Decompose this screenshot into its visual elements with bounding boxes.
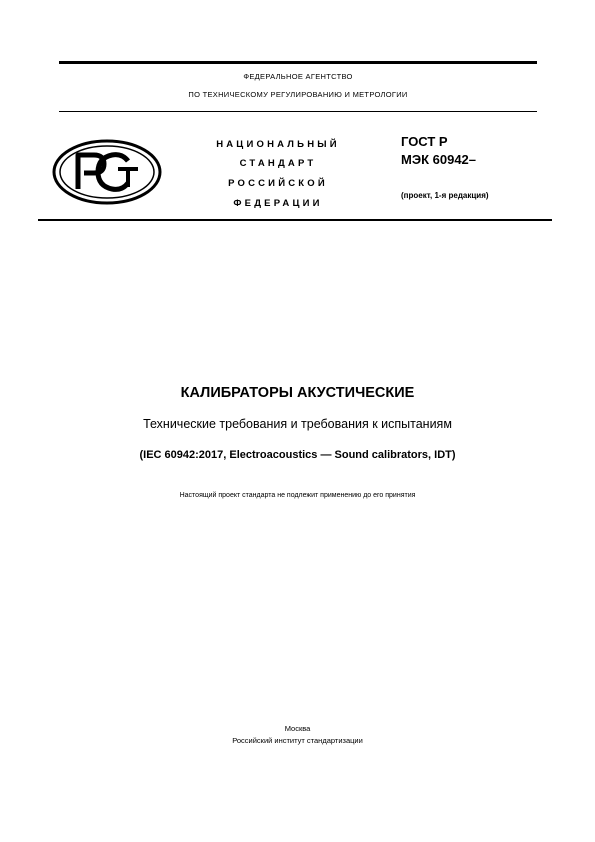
designation-line2: МЭК 60942– <box>401 152 477 167</box>
standard-type-line2: СТАНДАРТ <box>239 158 317 169</box>
document-reference: (IEC 60942:2017, Electroacoustics — Sound calibrators, IDT) <box>139 449 456 461</box>
agency-name-line2: ПО ТЕХНИЧЕСКОМУ РЕГУЛИРОВАНИЮ И МЕТРОЛОГИИ <box>188 90 408 99</box>
designation-line1: ГОСТ Р <box>401 134 448 149</box>
document-title: КАЛИБРАТОРЫ АКУСТИЧЕСКИЕ <box>180 385 415 401</box>
publisher-name: Российский институт стандартизации <box>232 736 363 745</box>
draft-disclaimer: Настоящий проект стандарта не подлежит применению до его принятия <box>179 492 416 499</box>
header-divider <box>59 111 537 112</box>
header-bottom-divider <box>38 219 552 221</box>
top-divider <box>59 61 537 64</box>
standard-type-line4: ФЕДЕРАЦИИ <box>233 198 323 209</box>
rst-logo-icon <box>52 139 162 205</box>
publication-city: Москва <box>284 724 311 733</box>
standard-type-line1: НАЦИОНАЛЬНЫЙ <box>216 139 340 150</box>
agency-name-line1: ФЕДЕРАЛЬНОЕ АГЕНТСТВО <box>243 72 353 81</box>
document-subtitle: Технические требования и требования к испытаниям <box>143 417 452 431</box>
draft-note: (проект, 1-я редакция) <box>401 191 489 200</box>
standard-type-line3: РОССИЙСКОЙ <box>228 178 328 189</box>
